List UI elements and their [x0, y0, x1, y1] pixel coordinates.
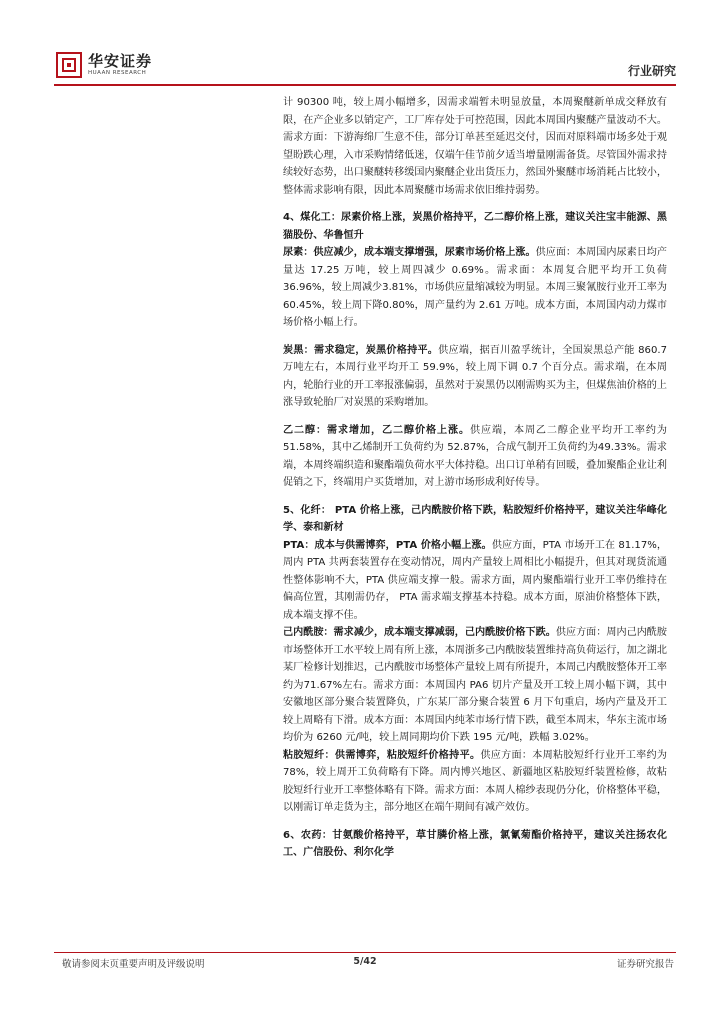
paragraph-urea	[283, 244, 667, 332]
report-type-label: 行业研究	[627, 64, 676, 78]
paragraph-pta	[283, 537, 667, 625]
pta-body: 供应方面，PTA 市场开工在 81.17%，周内 PTA 共两套装置存在变动情况，周内产量较上周相比小幅提升，但其对现货流通性整体影响不大，PTA 供应端支撑一般。需求方面，周内聚酯端行业开工率仍维持在偏高位置，其刚需仍存， PTA 需求端支撑基本持稳。成本方面，原油价格整体下跌，成本端支撑不佳。	[283, 539, 667, 621]
carbon-black-body: 供应端，据百川盈孚统计，全国炭黑总产能 860.7 万吨左右，本周行业平均开工 59.9%，较上周下调 0.7 个百分点。需求端，在本周内，轮胎行业的开工率报涨偏弱，虽然对于炭黑仍以刚需购买为主，但煤焦油价格的上涨导致轮胎厂对炭黑的采购增加。	[283, 344, 667, 408]
ethylene-glycol-lead: 乙二醇：需求增加，乙二醇价格上涨。	[283, 424, 470, 436]
section-heading-pesticide: 6、农药：甘氨酸价格持平，草甘膦价格上涨，氯氰菊酯价格持平，建议关注扬农化工、广信股份、利尔化学	[283, 829, 667, 858]
seal-icon	[56, 52, 82, 78]
company-logo	[56, 52, 152, 78]
paragraph-viscose	[283, 747, 667, 817]
logo-text	[88, 51, 153, 77]
caprolactam-body: 供应方面：周内己内酰胺市场整体开工水平较上周有所上涨，本周浙多己内酰胺装置维持高负荷运行，加之湖北某厂检修计划推迟，己内酰胺市场整体产量较上周有所提升，本周己内酰胺整体开工率约为71.67%左右。需求方面：本周国内 PA6 切片产量及开工较上周小幅下调，其中安徽地区部分聚合装置降负，广东某厂部分聚合装置 6 月下旬重启，场内产量及开工较上周略有下滑。成本方面：本周国内纯苯市场行情下跌，截至本周末，华东主流市场均价为 6260 元/吨，较上周同期均价下跌 195 元/吨，跌幅 3.02%。	[283, 627, 668, 743]
footer-disclaimer: 敬请参阅末页重要声明及评级说明	[62, 959, 205, 970]
section-heading-chemical-fiber: 5、化纤： PTA 价格上涨，己内酰胺价格下跌，粘胶短纤价格持平，建议关注华峰化学、泰和新材	[283, 504, 667, 533]
ethylene-glycol-body: 供应端，本周乙二醇企业平均开工率约为 51.58%，其中乙烯制开工负荷约为 52.87%，合成气制开工负荷约为49.33%。需求端，本周终端织造和聚酯端负荷水平大体持稳。出口订单稍有回暖，叠加聚酯企业让利促销之下，终端用户买货增加，对上游市场形成利好传导。	[283, 424, 667, 488]
paragraph-caprolactam	[283, 624, 667, 747]
footer-doc-type: 证券研究报告	[616, 959, 674, 970]
main-content	[283, 94, 667, 862]
paragraph-polyether: 计 90300 吨，较上周小幅增多，因需求端暂未明显放量，本周聚醚新单成交释放有限，在产企业多以销定产，工厂库存处于可控范围，因此本周国内聚醚产量波动不大。需求方面：下游海绵厂生意不佳，部分订单甚至延迟交付，因而对原料端市场多处于观望盼跌心理，入市采购情绪低迷，仅端午佳节前夕适当增量刚需备货。尽管国外需求持续较好态势，出口聚醚转移缓国内聚醚企业出货压力，然国外聚醚市场消耗占比较小，整体需求影响有限，因此本周聚醚市场需求依旧维持弱势。	[283, 97, 667, 196]
viscose-lead: 粘胶短纤：供需博弈，粘胶短纤价格持平。	[283, 749, 481, 761]
section-heading-coal-chemical: 4、煤化工：尿素价格上涨，炭黑价格持平，乙二醇价格上涨，建议关注宝丰能源、黑猫股份、华鲁恒升	[283, 212, 667, 241]
paragraph-ethylene-glycol	[283, 422, 667, 492]
pta-lead: PTA：成本与供需博弈，PTA 价格小幅上涨。	[283, 539, 492, 551]
logo-english-name: HUAAN RESEARCH	[88, 69, 147, 76]
viscose-body: 供应方面：本周粘胶短纤行业开工率约为 78%，较上周开工负荷略有下降。周内博兴地区、新疆地区粘胶短纤装置检修，故粘胶短纤行业开工率整体略有下降。需求方面：本周人棉纱表现仍分化，价格整体平稳，以刚需订单走货为主，部分地区在端午期间有减产效仿。	[283, 749, 668, 813]
logo-chinese-name: 华安证券	[88, 51, 153, 70]
header-divider	[54, 84, 676, 86]
urea-body: 供应面：本周国内尿素日均产量达 17.25 万吨，较上周四减少 0.69%。需求面：本周复合肥平均开工负荷36.96%，较上周减少3.81%，市场供应量缩减较为明显。本周三聚氰胺行业开工率为60.45%，较上周下降0.80%，周产量约为 2.61 万吨。成本方面，本周国内动力煤市场价格小幅上行。	[283, 247, 668, 328]
urea-lead: 尿素：供应减少，成本端支撑增强，尿素市场价格上涨。	[283, 247, 536, 258]
page-footer	[54, 956, 676, 972]
footer-divider	[54, 952, 676, 953]
caprolactam-lead: 己内酰胺：需求减少，成本端支撑减弱，己内酰胺价格下跌。	[283, 627, 556, 638]
carbon-black-lead: 炭黑：需求稳定，炭黑价格持平。	[283, 344, 439, 356]
paragraph-carbon-black	[283, 342, 667, 412]
page-number: 5/42	[353, 956, 377, 967]
